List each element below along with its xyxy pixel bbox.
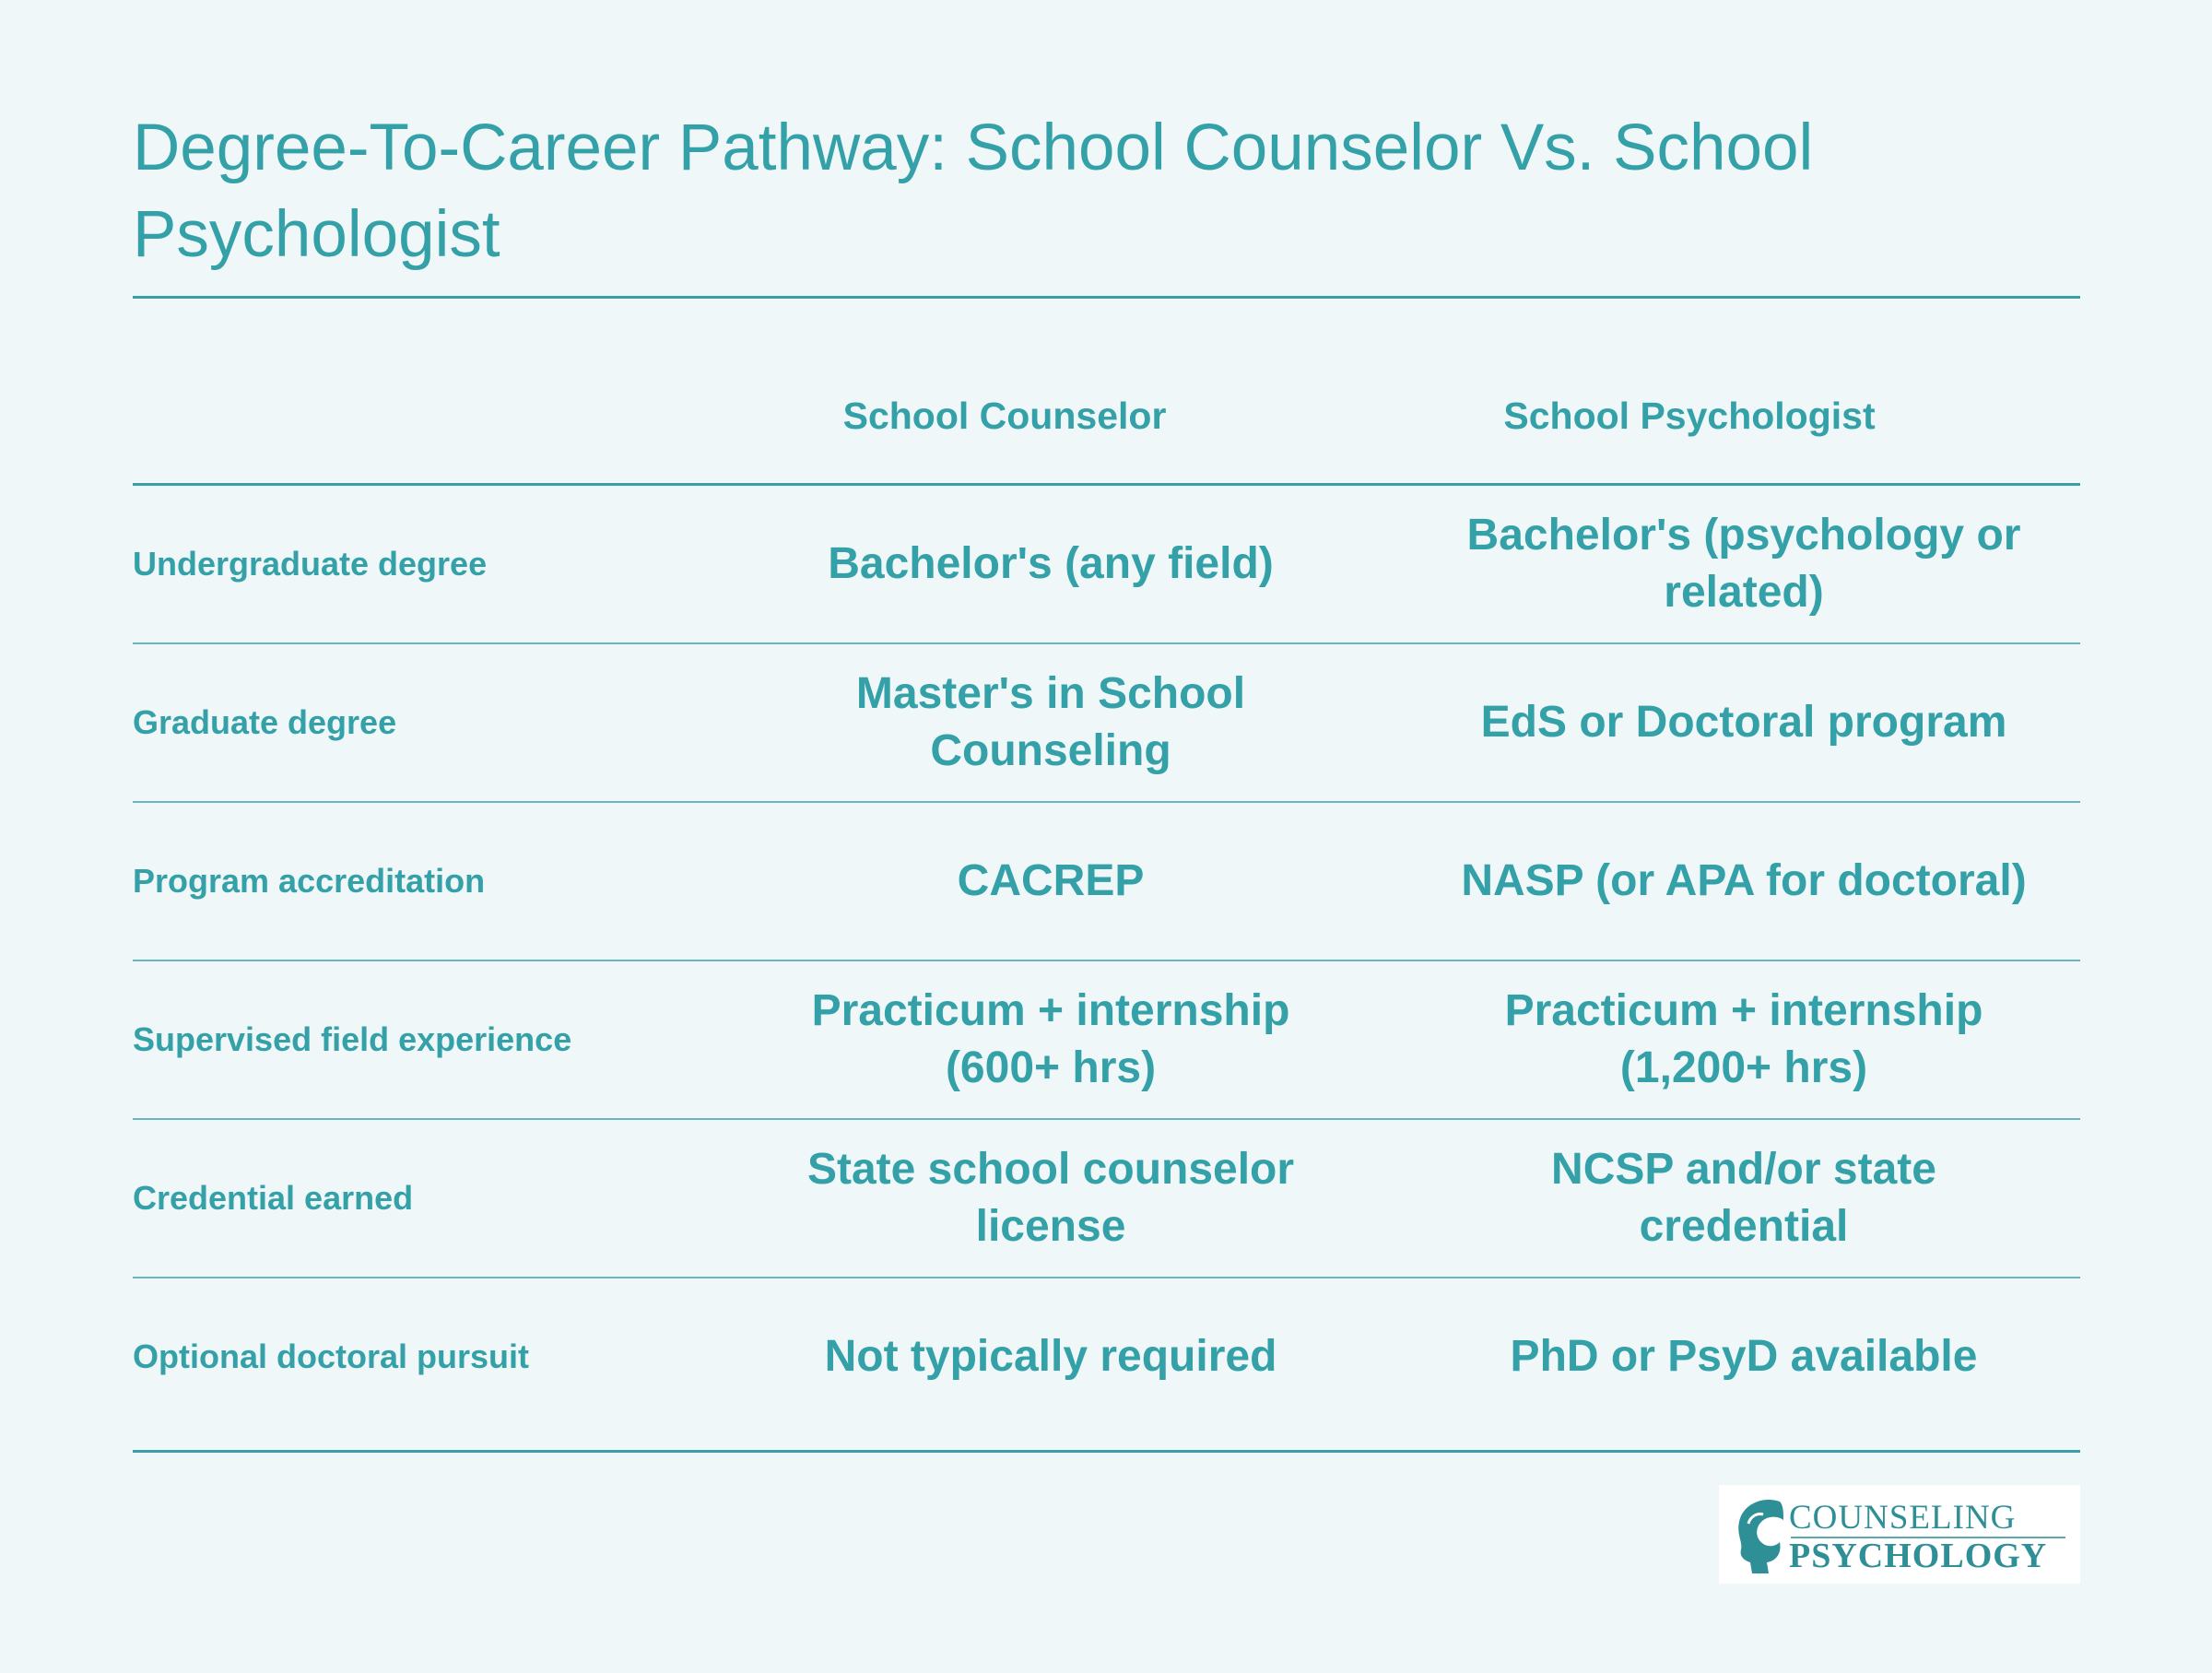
row-label: Credential earned <box>133 1179 414 1217</box>
logo-text-counseling: COUNSELING <box>1789 1499 2017 1537</box>
row-label: Supervised field experience <box>133 1020 572 1058</box>
column-header-school-counselor: School Counselor <box>842 395 1167 437</box>
counselor-cell: Not typically required <box>824 1332 1277 1381</box>
row-label: Optional doctoral pursuit <box>133 1337 529 1375</box>
row-label: Program accreditation <box>133 862 486 900</box>
head-profile-icon <box>1732 1494 1796 1575</box>
row-label: Graduate degree <box>133 703 397 741</box>
table-row <box>133 803 2080 961</box>
counselor-cell: Master's in School Counseling <box>855 669 1246 775</box>
counseling-psychology-logo <box>1719 1485 2080 1584</box>
psychologist-cell: EdS or Doctoral program <box>1480 698 2007 747</box>
table-row <box>133 486 2080 644</box>
counselor-cell: Practicum + internship (600+ hrs) <box>811 986 1290 1092</box>
psychologist-cell: NCSP and/or state credential <box>1551 1145 1936 1251</box>
table-row <box>133 644 2080 803</box>
table-row <box>133 961 2080 1120</box>
row-label: Undergraduate degree <box>133 545 488 583</box>
title-divider <box>133 296 2080 299</box>
column-header-school-psychologist: School Psychologist <box>1503 395 1876 437</box>
counselor-cell: State school counselor license <box>806 1145 1295 1251</box>
footer-divider <box>133 1450 2080 1453</box>
psychologist-cell: Bachelor's (psychology or related) <box>1466 511 2021 617</box>
comparison-table <box>133 369 2080 1435</box>
logo-text-psychology: PSYCHOLOGY <box>1789 1537 2048 1575</box>
table-row <box>133 1278 2080 1435</box>
page-title: Degree-To-Career Pathway: School Counselor Vs. School Psychologist <box>133 112 1814 271</box>
table-row <box>133 1120 2080 1278</box>
counselor-cell: CACREP <box>957 856 1145 905</box>
counselor-cell: Bachelor's (any field) <box>828 539 1274 588</box>
table-header-row <box>133 369 2080 486</box>
psychologist-cell: NASP (or APA for doctoral) <box>1461 856 2027 905</box>
psychologist-cell: PhD or PsyD available <box>1510 1332 1978 1381</box>
psychologist-cell: Practicum + internship (1,200+ hrs) <box>1504 986 1983 1092</box>
